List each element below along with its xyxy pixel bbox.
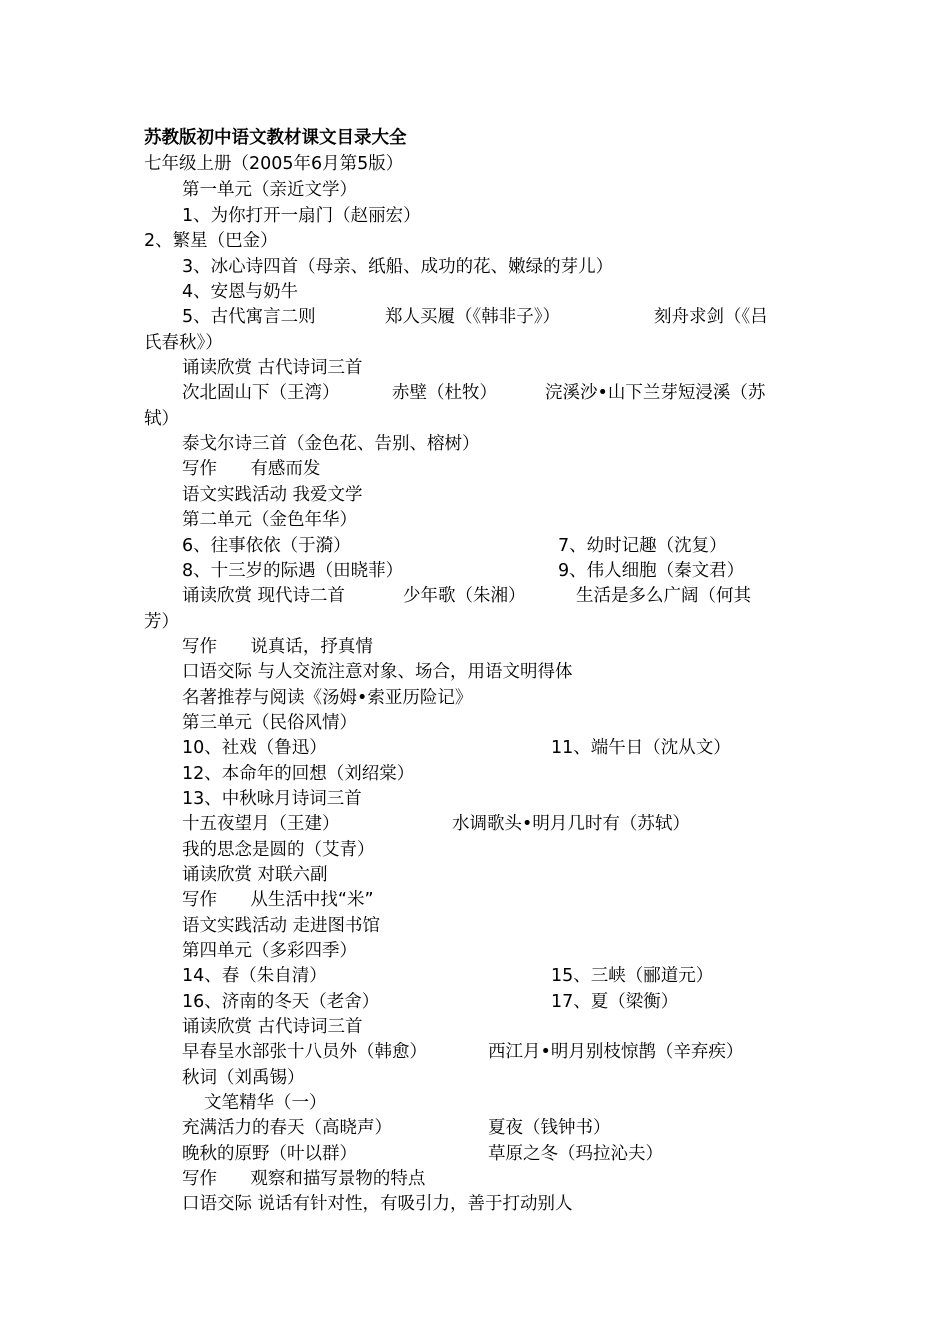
unit1-reading: 诵读欣赏 古代诗词三首 xyxy=(182,358,363,378)
unit2-writing: 写作 说真话，抒真情 xyxy=(182,637,373,657)
unit2-heading: 第二单元（金色年华） xyxy=(182,510,357,530)
unit3-lesson12: 12、本命年的回想（刘绍棠） xyxy=(182,764,415,784)
unit4-reading: 诵读欣赏 古代诗词三首 xyxy=(182,1017,363,1037)
unit1-lesson1: 1、为你打开一扇门（赵丽宏） xyxy=(182,206,421,226)
unit2-poem1: 少年歌（朱湘） xyxy=(403,586,526,606)
unit2-lesson6: 6、往事依依（于漪） xyxy=(182,536,351,556)
unit4-poem2: 西江月•明月别枝惊鹊（辛弃疾） xyxy=(488,1042,744,1062)
unit3-poem1: 十五夜望月（王建） xyxy=(182,814,340,834)
unit4-lesson16: 16、济南的冬天（老舍） xyxy=(182,992,380,1012)
unit1-poem3: 浣溪沙•山下兰芽短浸溪（苏 xyxy=(545,383,766,403)
unit1-lesson5-fable2: 刻舟求剑（《吕 xyxy=(654,307,768,327)
unit4-poem1: 早春呈水部张十八员外（韩愈） xyxy=(182,1042,427,1062)
unit4-essay4: 草原之冬（玛拉沁夫） xyxy=(488,1144,663,1164)
unit1-practice: 语文实践活动 我爱文学 xyxy=(182,485,363,505)
unit4-lesson14: 14、春（朱自清） xyxy=(182,966,327,986)
unit3-poem3: 我的思念是圆的（艾青） xyxy=(182,840,375,860)
document-title: 苏教版初中语文教材课文目录大全 xyxy=(144,128,407,148)
edition-line: 七年级上册（2005年6月第5版） xyxy=(144,154,404,174)
unit4-writing: 写作 观察和描写景物的特点 xyxy=(182,1169,426,1189)
unit4-lesson15: 15、三峡（郦道元） xyxy=(551,966,714,986)
unit1-lesson4: 4、安恩与奶牛 xyxy=(182,282,299,302)
unit2-lesson7: 7、幼时记趣（沈复） xyxy=(558,536,727,556)
unit4-essence-heading: 文笔精华（一） xyxy=(204,1093,327,1113)
unit3-lesson13: 13、中秋咏月诗词三首 xyxy=(182,789,362,809)
unit3-poem2: 水调歌头•明月几时有（苏轼） xyxy=(452,814,690,834)
unit4-oral: 口语交际 说话有针对性，有吸引力，善于打动别人 xyxy=(182,1194,573,1214)
unit1-poem3-cont: 轼） xyxy=(144,409,179,429)
unit1-lesson2: 2、繁星（巴金） xyxy=(144,231,278,251)
unit1-extra: 泰戈尔诗三首（金色花、告别、榕树） xyxy=(182,434,480,454)
unit1-poem2: 赤壁（杜牧） xyxy=(392,383,497,403)
unit1-lesson5-fable1: 郑人买履（《韩非子》） xyxy=(385,307,560,327)
unit1-lesson3: 3、冰心诗四首（母亲、纸船、成功的花、嫩绿的芽儿） xyxy=(182,257,614,277)
unit3-heading: 第三单元（民俗风情） xyxy=(182,713,357,733)
unit1-poem1: 次北固山下（王湾） xyxy=(182,383,340,403)
unit2-reading: 诵读欣赏 现代诗二首 xyxy=(182,586,346,606)
unit3-lesson11: 11、端午日（沈从文） xyxy=(551,738,731,758)
unit1-lesson5: 5、古代寓言二则 xyxy=(182,307,316,327)
unit2-classic: 名著推荐与阅读《汤姆•索亚历险记》 xyxy=(182,688,473,708)
unit4-essay1: 充满活力的春天（高晓声） xyxy=(182,1118,392,1138)
unit1-writing: 写作 有感而发 xyxy=(182,459,321,479)
unit2-lesson8: 8、十三岁的际遇（田晓菲） xyxy=(182,561,404,581)
unit2-lesson9: 9、伟人细胞（秦文君） xyxy=(558,561,745,581)
unit3-practice: 语文实践活动 走进图书馆 xyxy=(182,916,381,936)
unit4-essay3: 晚秋的原野（叶以群） xyxy=(182,1144,357,1164)
unit2-poem2: 生活是多么广阔（何其 xyxy=(576,586,751,606)
unit2-poem2-cont: 芳） xyxy=(144,612,179,632)
unit4-lesson17: 17、夏（梁衡） xyxy=(551,992,679,1012)
unit3-writing: 写作 从生活中找“米” xyxy=(182,890,374,910)
unit1-lesson5-fable2-cont: 氏春秋》） xyxy=(144,333,223,353)
unit3-reading: 诵读欣赏 对联六副 xyxy=(182,865,328,885)
unit4-poem3: 秋词（刘禹锡） xyxy=(182,1068,305,1088)
unit1-heading: 第一单元（亲近文学） xyxy=(182,180,357,200)
unit2-oral: 口语交际 与人交流注意对象、场合，用语文明得体 xyxy=(182,662,573,682)
unit4-essay2: 夏夜（钱钟书） xyxy=(488,1118,611,1138)
unit4-heading: 第四单元（多彩四季） xyxy=(182,941,357,961)
unit3-lesson10: 10、社戏（鲁迅） xyxy=(182,738,327,758)
